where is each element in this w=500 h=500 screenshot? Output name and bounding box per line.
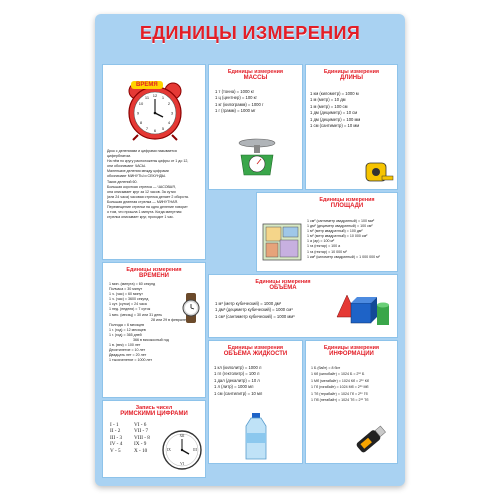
info-line: 1 Б (байт) = 8 бит	[311, 366, 341, 370]
area-line: 1 га (гектар) = 10 000 м²	[307, 249, 347, 254]
water-bottle-icon	[243, 413, 269, 461]
svg-text:11: 11	[144, 95, 150, 100]
svg-text:5: 5	[161, 126, 165, 131]
volume-line: 1 см³ (сантиметр кубический) = 1000 мм³	[215, 313, 295, 319]
text-line: стрелка описывает круг, проходит 1 час.	[107, 215, 174, 220]
time-units-title: Единицы измерения	[126, 267, 182, 273]
text-line: На нём по кругу расположены цифры от 1 до 12,	[107, 159, 189, 164]
svg-text:VI: VI	[180, 462, 184, 466]
volume-line: 1 дм³ (дециметр кубический) = 1000 см³	[215, 307, 293, 313]
liquid-line: 1 дал (декалитр) = 10 л	[214, 377, 260, 383]
roman-item: V - 5	[110, 447, 121, 454]
liquid-volume-panel	[208, 340, 303, 464]
svg-text:3: 3	[170, 110, 174, 116]
text-line: они обозначают ЧАСЫ.	[107, 164, 147, 169]
area-line: 1 дм² (дециметр квадратный) = 100 см²	[307, 224, 373, 229]
wristwatch-icon	[179, 293, 203, 323]
time-badge: ВРЕМЯ	[131, 81, 163, 89]
mass-line: 1 т (тонна) = 1000 кг	[215, 89, 255, 94]
liquid-line: 1 л (литр) = 1000 мл	[214, 384, 254, 390]
time-panel	[102, 64, 206, 260]
roman-title: Запись чисел	[135, 405, 173, 411]
liquid-title: Единицы измерения	[227, 345, 284, 351]
time-line: 28 или 29 в феврале	[151, 317, 186, 322]
volume-panel	[208, 274, 398, 338]
time-line: Полчаса = 30 минут	[109, 287, 143, 292]
volume-subtitle: ОБЪЁМА	[269, 285, 297, 291]
mass-title: Единицы измерения	[227, 69, 284, 75]
area-panel	[256, 192, 398, 272]
roman-item: X - 10	[134, 447, 148, 454]
time-line: 1 тысячелетие = 1000 лет	[109, 358, 153, 363]
info-subtitle: ИНФОРМАЦИИ	[329, 351, 374, 357]
text-line: Таких делений 60.	[107, 179, 138, 184]
information-panel	[305, 340, 398, 464]
text-line: о том, что прошла 1 минута. Когда минутная	[107, 210, 182, 215]
roman-item: VIII - 8	[134, 434, 150, 441]
roman-clock-icon	[161, 429, 203, 471]
length-line: 1 м (метр) = 100 см	[310, 103, 348, 109]
time-units-panel	[102, 262, 206, 398]
mass-subtitle: МАССЫ	[243, 75, 268, 81]
length-line: 1 см (сантиметр) = 10 мм	[310, 123, 360, 129]
area-line: 1 км² (километр квадратный) = 1 000 000 м²	[307, 254, 380, 259]
time-line: 1 ч. (час) = 60 минут	[109, 292, 143, 297]
mass-line: 1 г (грамм) = 1000 мг	[215, 108, 256, 114]
time-line: 366 в високосный год	[133, 338, 169, 343]
time-line: 1 ч. (час) = 3600 секунд	[109, 297, 149, 302]
svg-text:8: 8	[139, 120, 143, 125]
mass-panel	[208, 64, 303, 190]
time-line: Десятилетие = 10 лет	[109, 348, 146, 353]
svg-text:III: III	[193, 448, 197, 452]
info-line: 1 Гб (гигабайт) = 1024 Мб = 2¹⁰ Мб	[311, 385, 369, 390]
roman-item: VII - 7	[134, 428, 149, 435]
3d-shapes-icon	[333, 291, 391, 329]
volume-title: Единицы измерения	[255, 279, 311, 285]
liquid-line: 1 см (сантилитр) = 10 мл	[214, 390, 263, 396]
time-line: Полгода = 6 месяцев	[109, 322, 145, 327]
length-subtitle: ДЛИНЫ	[339, 75, 363, 81]
length-panel	[305, 64, 398, 190]
text-line: Большая короткая стрелка — ЧАСОВАЯ,	[107, 184, 176, 189]
time-line: 1 г. (год) = 12 месяцев	[109, 327, 146, 332]
roman-item: VI - 6	[134, 422, 147, 428]
liquid-subtitle: ОБЪЁМА ЖИДКОСТИ	[223, 351, 288, 357]
time-line: 1 в. (век) = 100 лет	[109, 343, 141, 348]
roman-item: II - 2	[110, 428, 121, 435]
scale-icon	[235, 135, 279, 177]
area-line: 1 см² (сантиметр квадратный) = 100 мм²	[307, 219, 375, 223]
info-title: Единицы измерения	[323, 345, 380, 351]
length-line: 1 дм (дециметр) = 100 мм	[310, 116, 361, 122]
roman-subtitle: РИМСКИМИ ЦИФРАМИ	[120, 411, 188, 417]
info-line: 1 Мб (мегабайт) = 1024 Кб = 2¹⁰ Кб	[311, 378, 369, 383]
text-line: Перемещение стрелки на одно деление говорит	[107, 205, 188, 210]
time-line: Двадцать лет = 20 лет	[109, 353, 147, 358]
poster-title: ЕДИНИЦЫ ИЗМЕРЕНИЯ	[139, 23, 361, 43]
time-units-subtitle: ВРЕМЕНИ	[139, 273, 169, 279]
area-line: 1 га (гектар) = 100 а	[307, 244, 341, 249]
roman-item: IV - 4	[110, 441, 123, 448]
text-line: Диск с делениями и цифрами называется	[107, 149, 177, 153]
poster	[95, 14, 405, 486]
svg-text:12: 12	[152, 93, 158, 98]
svg-text:IX: IX	[167, 448, 171, 452]
svg-text:9: 9	[136, 110, 140, 116]
text-line: она описывает круг за 12 часов. За сутки	[107, 189, 176, 194]
svg-text:6: 6	[153, 128, 157, 133]
svg-text:10: 10	[138, 101, 144, 106]
text-line: Маленькие деления между цифрами	[107, 169, 169, 174]
time-description	[107, 149, 206, 220]
svg-text:1: 1	[161, 95, 165, 100]
svg-text:2: 2	[167, 101, 171, 106]
text-line: Большая длинная стрелка — МИНУТНАЯ.	[107, 199, 179, 204]
usb-flash-drive-icon	[350, 423, 390, 457]
time-line: 1 сут. (сутки) = 24 часа	[109, 302, 147, 307]
length-line: 1 км (километр) = 1000 м	[310, 91, 359, 96]
area-line: 1 м² (метр квадратный) = 10 000 см²	[307, 234, 368, 239]
length-line: 1 м (метр) = 10 дм	[310, 97, 346, 103]
info-line: 1 Тб (терабайт) = 1024 Гб = 2¹⁰ Гб	[311, 391, 368, 396]
liquid-line: 1 гл (гектолитр) = 100 л	[214, 371, 260, 377]
text-line: циферблатом.	[107, 154, 132, 159]
area-subtitle: ПЛОЩАДИ	[330, 203, 364, 209]
svg-text:4: 4	[167, 120, 171, 125]
text-line: обозначают МИНУТЫ и СЕКУНДЫ.	[107, 174, 167, 179]
time-line: 1 г. (год) = 365 дней	[109, 332, 142, 337]
area-title: Единицы измерения	[319, 197, 375, 203]
liquid-line: 1 кл (килолитр) = 1000 л	[214, 365, 262, 370]
roman-item: I - 1	[110, 422, 119, 428]
roman-item: III - 3	[110, 434, 123, 441]
time-line: 1 мин. (минута) = 60 секунд	[109, 282, 156, 286]
length-title: Единицы измерения	[323, 69, 380, 75]
roman-item: IX - 9	[134, 441, 147, 448]
svg-text:XII: XII	[179, 434, 185, 438]
floor-plan-icon	[262, 223, 302, 261]
tape-measure-icon	[364, 161, 394, 185]
svg-text:7: 7	[145, 126, 149, 131]
volume-line: 1 м³ (метр кубический) = 1000 дм³	[215, 301, 282, 306]
time-line: 1 нед. (неделя) = 7 суток	[109, 307, 151, 312]
mass-line: 1 кг (килограмм) = 1000 г	[215, 101, 264, 107]
text-line: (или 24 часа) часовая стрелка делает 2 оборота.	[107, 194, 189, 199]
info-line: 1 Пб (петабайт) = 1024 Тб = 2¹⁰ Тб	[311, 398, 369, 403]
time-line: 1 мес. (месяц) = 30 или 31 день	[109, 312, 163, 317]
mass-line: 1 ц (центнер) = 100 кг	[215, 95, 258, 101]
roman-numerals-panel	[102, 400, 206, 478]
area-line: 1 а (ар) = 100 м²	[307, 239, 335, 244]
info-line: 1 Кб (килобайт) = 1024 Б = 2¹⁰ Б	[311, 372, 365, 377]
area-line: 1 м² (метр квадратный) = 100 дм²	[307, 229, 363, 234]
length-line: 1 дм (дециметр) = 10 см	[310, 110, 358, 116]
